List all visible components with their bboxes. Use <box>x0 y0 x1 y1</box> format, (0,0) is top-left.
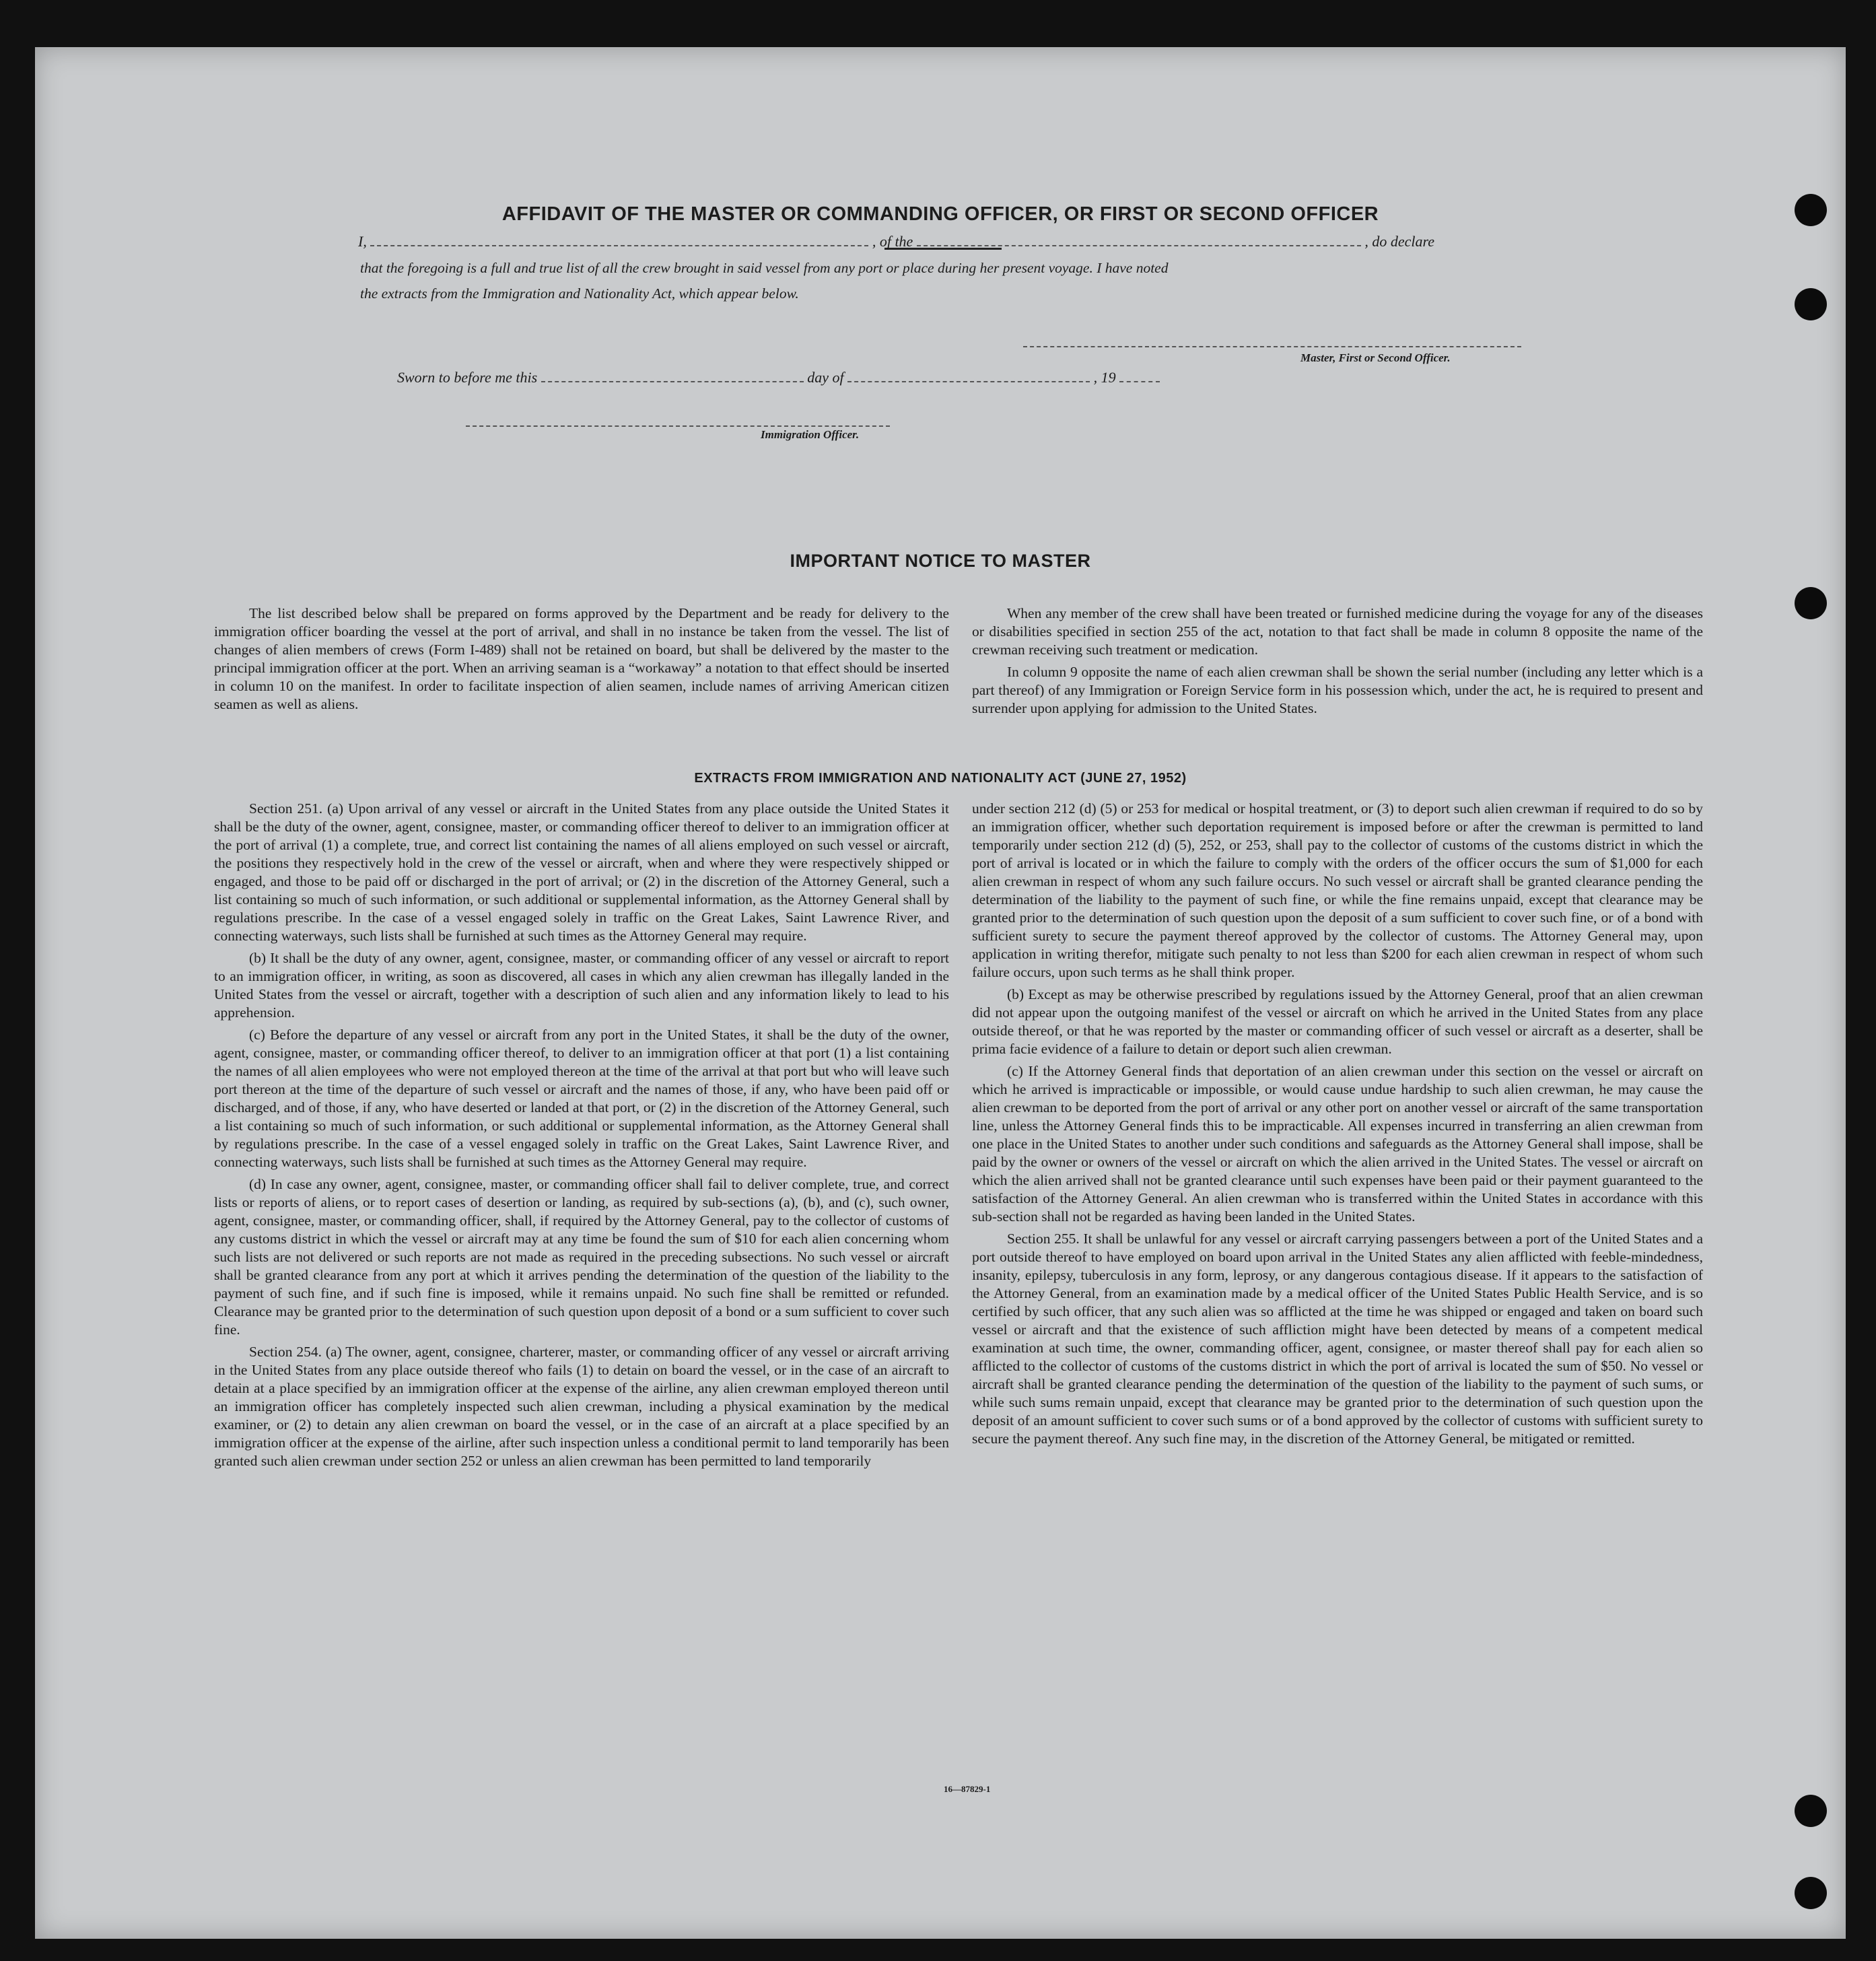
notice-right-paragraph-2: In column 9 opposite the name of each alien crewman shall be shown the serial number (including any letter which is a part thereof) of any Immigration or Foreign Service form in his possession which, under the act, he is required to present and surrender upon applying for admission to the United States. <box>972 664 1703 716</box>
section-254-b: (b) Except as may be otherwise prescribed by regulations issued by the Attorney General, proof that an alien crewman did not appear upon the outgoing manifest of the vessel or aircraft on which he arrived in the United States from any place outside thereof, or that he was reported by the master or commanding officer of such vessel or aircraft as a deserter, shall be prima facie evidence of a failure to detain or deport such alien crewman. <box>972 986 1703 1057</box>
do-declare-label: , do declare <box>1364 233 1434 250</box>
section-255: Section 255. It shall be unlawful for any vessel or aircraft carrying passengers between a port of the United States and a port outside thereof to have employed on board upon arrival in the United States any alien afflicted with feeble-mindedness, insanity, epilepsy, tuberculosis in any form, leprosy, or any dangerous contagious disease. If it appears to the satisfaction of the Attorney General, from an examination made by a medical officer of the United States Public Health Service, and is so certified by such officer, that any such alien was so afflicted at the time he was shipped or engaged and taken on board such vessel or aircraft and that the existence of such affliction might have been detected by means of a competent medical examination at such time, the owner, commanding officer, agent, consignee, or master thereof shall pay for each alien so afflicted to the collector of customs of the customs district in which the port of arrival is located the sum of $50. No vessel or aircraft shall be granted clearance pending the determination of the question of the liability to the payment of such sums, or while such sums remain unpaid, except that clearance may be granted prior to the determination of such question upon the deposit of an amount sufficient to cover such sums or of a bond approved by the collector of customs with sufficient surety to secure the payment thereof. Any such fine may, in the discretion of the Attorney General, be mitigated or remitted. <box>972 1231 1703 1447</box>
section-254-a-continued: under section 212 (d) (5) or 253 for medical or hospital treatment, or (3) to deport such alien crewman if required to do so by an immigration officer, whether such deportation requirement is imposed before or after the crewman is permitted to land temporarily under section 212 (d) (5), 252, or 253, shall pay to the collector of customs of the customs district in which the port of arrival is located or in which the failure to comply with the orders of the officer occurs the sum of $1,000 for each alien crewman in respect of whom any such failure occurs. No such vessel or aircraft shall be granted clearance pending the determination of the liability to the payment of such fine, or while the fine remains unpaid, except that clearance may be granted prior to the determination of such question upon the deposit of a sum sufficient to cover such fine, or of a bond with sufficient surety to secure the payment thereof approved by the collector of customs. The Attorney General may, upon application in writing therefor, mitigate such penalty to not less than $200 for each alien crewman in respect of whom such failure occurs, upon such terms as he shall think proper. <box>972 800 1703 980</box>
notice-right-column <box>972 605 1703 722</box>
year-label: , 19 <box>1093 369 1116 386</box>
form-code: 16—87829-1 <box>944 1784 991 1794</box>
sworn-label: Sworn to before me this <box>397 369 538 386</box>
section-254-a: Section 254. (a) The owner, agent, consignee, charterer, master, or commanding officer of any vessel or aircraft arriving in the United States from any place outside thereof who fails (1) to detain on board the vessel, or in the case of an aircraft to detain at a place specified by an immigration officer at the expense of the airline, any alien crewman employed thereon until an immigration officer has completely inspected such alien crewman, including a physical examination by the medical examiner, or (2) to detain any alien crewman on board the vessel, or in the case of an aircraft at a place specified by an immigration officer at the expense of the airline, after such inspection unless a conditional permit to land temporarily has been granted such alien crewman under section 252 or unless an alien crewman has been permitted to land temporarily <box>214 1344 949 1469</box>
declaration-line <box>358 233 1434 250</box>
section-251-d: (d) In case any owner, agent, consignee, master, or commanding officer shall fail to deliver complete, true, and correct lists or reports of aliens, or to report cases of desertion or landing, as required by sub-sections (a), (b), and (c), such owner, agent, consignee, master, or commanding officer, shall, if required by the Attorney General, pay to the collector of customs of any customs district in which the vessel or aircraft may at any time be found the sum of $10 for each alien concerning whom such lists are not delivered or such reports are not made as required in the preceding subsections. No such vessel or aircraft shall be granted clearance from any port at which it arrives pending the determination of the question of the liability to the payment of such fine, and if such fine is imposed, while it remains unpaid. No such fine shall be remitted or refunded. Clearance may be granted prior to the determination of such question upon deposit of a bond or a sum sufficient to cover such fine. <box>214 1176 949 1338</box>
notice-left-paragraph: The list described below shall be prepared on forms approved by the Department and be ready for delivery to the immigration officer boarding the vessel at the port of arrival, and shall in no instance be taken from the vessel. The list of changes of alien members of crews (Form I-489) shall not be retained on board, but shall be delivered by the master to the principal immigration officer at the port. When an arriving seaman is a “workaway” a notation to that effect should be inserted in column 10 on the manifest. In order to facilitate inspection of alien seamen, include names of arriving American citizen seamen as well as aliens. <box>214 605 949 712</box>
sworn-day-field[interactable] <box>541 372 804 382</box>
punch-hole-5 <box>1795 1877 1827 1909</box>
vessel-field[interactable] <box>917 236 1361 246</box>
section-254-c: (c) If the Attorney General finds that deportation of an alien crewman under this section on the vessel or aircraft on which he arrived is impracticable or impossible, or would cause undue hardship to such alien crewman, he may cause the alien crewman to be deported from the port of arrival or any other port on another vessel or aircraft of the same transportation line, unless the Attorney General finds this to be impracticable. All expenses incurred in transferring an alien crewman from one place in the United States to another under such conditions and safeguards as the Attorney General shall impose, shall be paid by the owner or owners of the vessel or aircraft on which the alien arrived in the United States. The vessel or aircraft on which the alien arrived shall not be granted clearance until such expenses have been paid or their payment guaranteed to the satisfaction of the Attorney General. An alien crewman who is transferred within the United States in accordance with this sub-section shall not be regarded as having been landed in the United States. <box>972 1063 1703 1225</box>
notice-left-column <box>214 605 949 718</box>
officer-caption: Immigration Officer. <box>761 428 860 441</box>
extracts-right-column <box>972 800 1703 1452</box>
master-caption: Master, First or Second Officer. <box>1300 351 1451 364</box>
name-field[interactable] <box>370 236 868 246</box>
sworn-month-field[interactable] <box>847 372 1090 382</box>
of-the-label: , of the <box>872 233 913 250</box>
statement-line-1: that the foregoing is a full and true list of all the crew brought in said vessel from any port or place during her present voyage. I have noted <box>360 260 1169 276</box>
section-251-b: (b) It shall be the duty of any owner, agent, consignee, master, or commanding officer of any vessel or aircraft to report to an immigration officer, in writing, as soon as discovered, all cases in which any alien crewman has illegally landed in the United States from the vessel or aircraft, together with a description of such alien and any information likely to lead to his apprehension. <box>214 950 949 1021</box>
statement-line-2: the extracts from the Immigration and Nationality Act, which appear below. <box>360 285 799 302</box>
day-of-label: day of <box>807 369 844 386</box>
section-251-a: Section 251. (a) Upon arrival of any vessel or aircraft in the United States from any place outside the United States it shall be the duty of the owner, agent, consignee, master, or commanding officer thereof to deliver to an immigration officer at the port of arrival (1) a complete, true, and correct list containing the names of all aliens employed on such vessel or aircraft, the positions they respectively hold in the crew of the vessel or aircraft, when and where they were respectively shipped or engaged, and those to be paid off or discharged in the port of arrival; or (2) in the discretion of the Attorney General, such a list containing so much of such information, or such additional or supplemental information, as the Attorney General shall by regulations prescribe. In the case of a vessel engaged solely in traffic on the Great Lakes, Saint Lawrence River, and connecting waterways, such lists shall be furnished at such times as the Attorney General may require. <box>214 800 949 944</box>
affidavit-title: AFFIDAVIT OF THE MASTER OR COMMANDING OFFICER, OR FIRST OR SECOND OFFICER <box>501 203 1379 225</box>
master-signature-field[interactable] <box>1023 337 1521 347</box>
sworn-line <box>397 369 1160 386</box>
extracts-left-column <box>214 800 949 1474</box>
punch-hole-2 <box>1795 288 1827 320</box>
section-251-c: (c) Before the departure of any vessel or aircraft from any port in the United States, it shall be the duty of the owner, agent, consignee, master, or commanding officer thereof, to deliver to an immigration officer at that port (1) a list containing the names of all alien employees who were not employed thereon at the time of the arrival at that port but who will leave such port thereon at the time of the departure of such vessel or aircraft and the names of those, if any, who have been paid off or discharged, and of those, if any, who have deserted or landed at that port, or (2) in the discretion of the Attorney General, such a list containing so much of such information, or such additional or supplemental information, as the Attorney General shall by regulations prescribe. In the case of a vessel engaged solely in traffic on the Great Lakes, Saint Lawrence River, and connecting waterways, such lists shall be furnished at such times as the Attorney General may require. <box>214 1027 949 1170</box>
punch-hole-3 <box>1795 587 1827 619</box>
officer-signature-field[interactable] <box>466 416 890 427</box>
notice-title: IMPORTANT NOTICE TO MASTER <box>790 551 1091 571</box>
document-page <box>35 47 1846 1939</box>
extracts-title: EXTRACTS FROM IMMIGRATION AND NATIONALITY ACT (JUNE 27, 1952) <box>694 771 1187 786</box>
notice-right-paragraph-1: When any member of the crew shall have been treated or furnished medicine during the voyage for any of the diseases or disabilities specified in section 255 of the act, notation to that fact shall be made in column 8 opposite the name of the crewman receiving such treatment or medication. <box>972 605 1703 658</box>
sworn-year-field[interactable] <box>1119 372 1160 382</box>
punch-hole-4 <box>1795 1795 1827 1827</box>
i-label: I, <box>358 233 367 250</box>
